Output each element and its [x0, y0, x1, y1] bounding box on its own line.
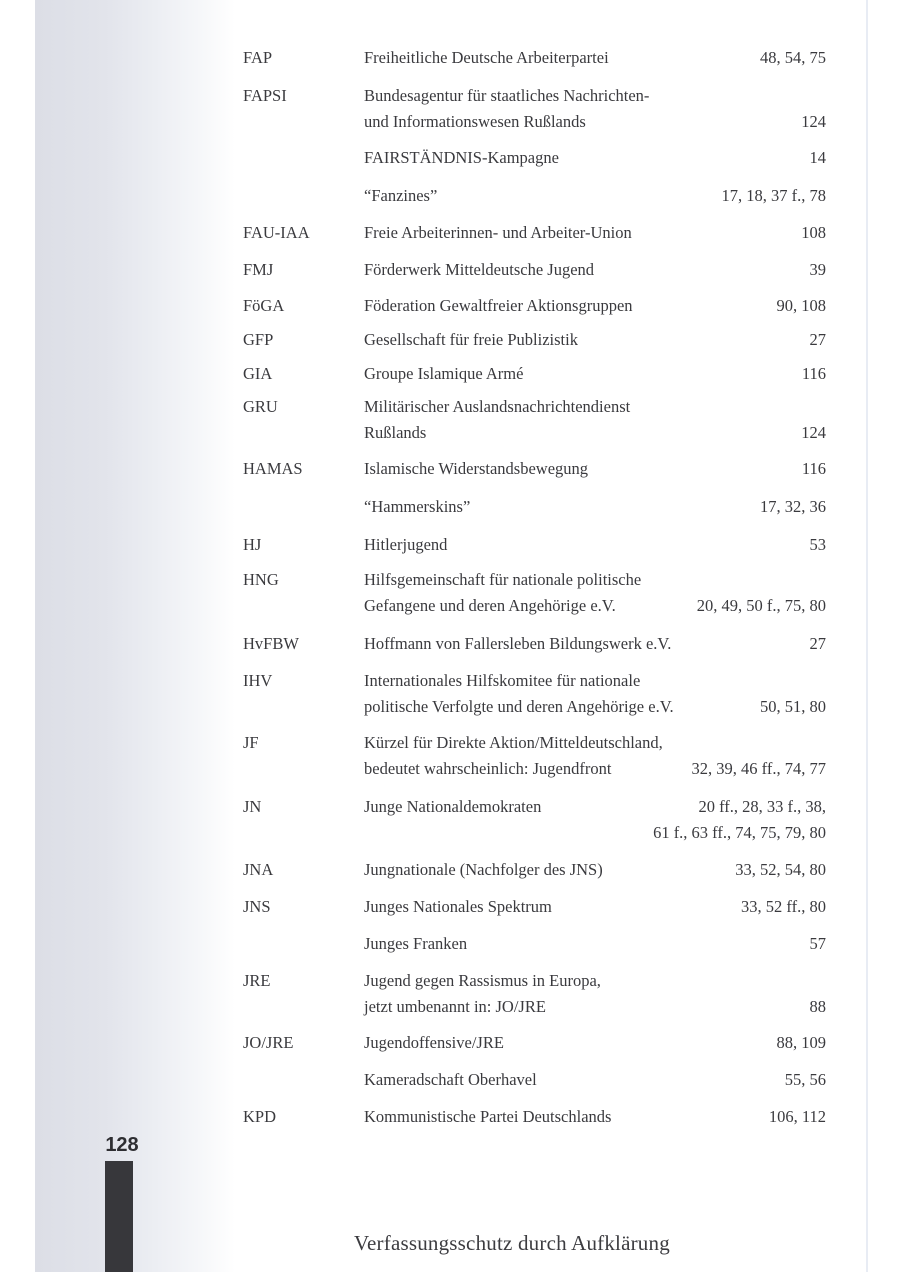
entry-description	[364, 456, 588, 482]
entry-page-refs	[810, 994, 827, 1020]
description-line: Rußlands	[364, 423, 427, 442]
entry-page-refs	[801, 109, 826, 135]
description-line: Jugendoffensive/JRE	[364, 1033, 504, 1052]
entry-description	[364, 257, 594, 283]
entry-description	[364, 857, 603, 883]
entry-page-refs	[653, 794, 826, 846]
entry-abbreviation: HJ	[243, 535, 262, 554]
entry-abbreviation: FMJ	[243, 260, 274, 279]
entry-description	[364, 1030, 504, 1056]
entry-abbreviation: FAP	[243, 48, 273, 67]
description-line: Hitlerjugend	[364, 535, 448, 554]
entry-description	[364, 567, 641, 619]
entry-page-refs	[802, 456, 826, 482]
entry-description	[364, 394, 630, 446]
description-line: Jugend gegen Rassismus in Europa,	[364, 971, 601, 990]
entry-abbreviation: HvFBW	[243, 634, 299, 653]
entry-description	[364, 532, 447, 558]
page-refs-line: 20 ff., 28, 33 f., 38,	[698, 797, 826, 816]
entry-page-refs	[697, 593, 826, 619]
scan-left-edge	[0, 0, 35, 1272]
description-line: Hilfsgemeinschaft für nationale politische	[364, 570, 642, 589]
entry-description	[364, 894, 552, 920]
page-marker-bar	[105, 1161, 133, 1272]
description-line: Islamische Widerstandsbewegung	[364, 459, 589, 478]
entry-page-refs	[741, 894, 826, 920]
entry-page-refs	[802, 361, 826, 387]
entry-description	[364, 327, 578, 353]
description-line: jetzt umbenannt in: JO/JRE	[364, 997, 546, 1016]
entry-description	[364, 494, 470, 520]
entry-abbreviation: JNS	[243, 897, 271, 916]
page-refs-line: 33, 52 ff., 80	[741, 897, 826, 916]
entry-description	[364, 730, 663, 782]
entry-description	[364, 1104, 611, 1130]
page-refs-line: 116	[801, 459, 826, 478]
entry-abbreviation: JF	[243, 733, 259, 752]
page-number: 128	[105, 1134, 139, 1156]
entry-page-refs	[810, 532, 827, 558]
entry-page-refs	[777, 1030, 827, 1056]
description-line: Gesellschaft für freie Publizistik	[364, 330, 578, 349]
entry-description	[364, 83, 649, 135]
entry-page-refs	[801, 220, 826, 246]
description-line: politische Verfolgte und deren Angehörige e.V.	[364, 697, 674, 716]
entry-description	[364, 631, 671, 657]
page-refs-line: 108	[801, 223, 826, 242]
page-refs-line: 33, 52, 54, 80	[735, 860, 826, 879]
description-line: Kameradschaft Oberhavel	[364, 1070, 537, 1089]
entry-description	[364, 361, 523, 387]
description-line: Militärischer Auslandsnachrichtendienst	[364, 397, 631, 416]
entry-page-refs	[692, 756, 826, 782]
page-refs-line: 124	[801, 112, 826, 131]
page-refs-line: 39	[809, 260, 826, 279]
page-refs-line: 20, 49, 50 f., 75, 80	[696, 596, 826, 615]
entry-abbreviation: GIA	[243, 364, 273, 383]
entry-page-refs	[760, 45, 826, 71]
description-line: Kommunistische Partei Deutschlands	[364, 1107, 612, 1126]
description-line: Bundesagentur für staatliches Nachrichten-	[364, 86, 650, 105]
description-line: Hoffmann von Fallersleben Bildungswerk e.V.	[364, 634, 672, 653]
entry-description	[364, 968, 601, 1020]
page-refs-line: 48, 54, 75	[760, 48, 826, 67]
entry-page-refs	[810, 257, 827, 283]
description-line: Junge Nationaldemokraten	[364, 797, 542, 816]
page-fold-line	[866, 0, 868, 1272]
footer-title: Verfassungsschutz durch Aufklärung	[354, 1231, 670, 1255]
page-refs-line: 17, 18, 37 f., 78	[721, 186, 826, 205]
description-line: bedeutet wahrscheinlich: Jugendfront	[364, 759, 612, 778]
entry-page-refs	[735, 857, 826, 883]
entry-page-refs	[810, 931, 827, 957]
entry-description	[364, 293, 633, 319]
entry-page-refs	[760, 694, 826, 720]
page-refs-line: 57	[809, 934, 826, 953]
entry-page-refs	[760, 494, 826, 520]
entry-description	[364, 668, 674, 720]
entry-description	[364, 183, 437, 209]
entry-description	[364, 931, 467, 957]
page-refs-line: 116	[801, 364, 826, 383]
entry-page-refs	[777, 293, 827, 319]
description-line: und Informationswesen Rußlands	[364, 112, 586, 131]
page-refs-line: 88	[809, 997, 826, 1016]
entry-abbreviation: HNG	[243, 570, 279, 589]
page-refs-line: 17, 32, 36	[760, 497, 826, 516]
entry-description	[364, 45, 609, 71]
entry-abbreviation: KPD	[243, 1107, 277, 1126]
description-line: Föderation Gewaltfreier Aktionsgruppen	[364, 296, 633, 315]
entry-page-refs	[801, 420, 826, 446]
description-line: FAIRSTÄNDNIS-Kampagne	[364, 148, 559, 167]
entry-abbreviation: JNA	[243, 860, 274, 879]
entry-page-refs	[810, 145, 827, 171]
page-refs-line: 53	[809, 535, 826, 554]
description-line: Jungnationale (Nachfolger des JNS)	[364, 860, 603, 879]
description-line: Gefangene und deren Angehörige e.V.	[364, 596, 616, 615]
page-refs-line: 124	[801, 423, 826, 442]
entry-description	[364, 220, 632, 246]
entry-abbreviation: FAU-IAA	[243, 223, 310, 242]
description-line: Junges Franken	[364, 934, 468, 953]
entry-page-refs	[810, 327, 827, 353]
page-refs-line: 55, 56	[784, 1070, 826, 1089]
entry-page-refs	[810, 631, 827, 657]
page-refs-line: 106, 112	[768, 1107, 826, 1126]
page-refs-line: 14	[809, 148, 826, 167]
page-refs-line: 88, 109	[776, 1033, 826, 1052]
description-line: Freie Arbeiterinnen- und Arbeiter-Union	[364, 223, 632, 242]
page-refs-line: 50, 51, 80	[760, 697, 826, 716]
description-line: Junges Nationales Spektrum	[364, 897, 552, 916]
description-line: Freiheitliche Deutsche Arbeiterpartei	[364, 48, 609, 67]
entry-abbreviation: JN	[243, 797, 262, 816]
entry-abbreviation: IHV	[243, 671, 273, 690]
entry-abbreviation: JRE	[243, 971, 271, 990]
page-refs-line: 32, 39, 46 ff., 74, 77	[691, 759, 826, 778]
page-refs-line: 27	[809, 330, 826, 349]
description-line: Kürzel für Direkte Aktion/Mitteldeutschland,	[364, 733, 663, 752]
entry-description	[364, 1067, 537, 1093]
entry-abbreviation: JO/JRE	[243, 1033, 294, 1052]
description-line: Internationales Hilfskomitee für nationale	[364, 671, 641, 690]
entry-abbreviation: GFP	[243, 330, 274, 349]
page-refs-line: 61 f., 63 ff., 74, 75, 79, 80	[653, 823, 826, 842]
entry-page-refs	[722, 183, 827, 209]
description-line: Groupe Islamique Armé	[364, 364, 524, 383]
entry-abbreviation: GRU	[243, 397, 278, 416]
entry-abbreviation: HAMAS	[243, 459, 303, 478]
description-line: Förderwerk Mitteldeutsche Jugend	[364, 260, 595, 279]
page-refs-line: 27	[809, 634, 826, 653]
description-line: “Hammerskins”	[364, 497, 471, 516]
entry-abbreviation: FAPSI	[243, 86, 287, 105]
page-refs-line: 90, 108	[776, 296, 826, 315]
entry-page-refs	[785, 1067, 826, 1093]
entry-abbreviation: FöGA	[243, 296, 285, 315]
description-line: “Fanzines”	[364, 186, 438, 205]
entry-description	[364, 794, 541, 820]
entry-description	[364, 145, 559, 171]
left-margin-shading	[35, 0, 235, 1272]
entry-page-refs	[769, 1104, 826, 1130]
